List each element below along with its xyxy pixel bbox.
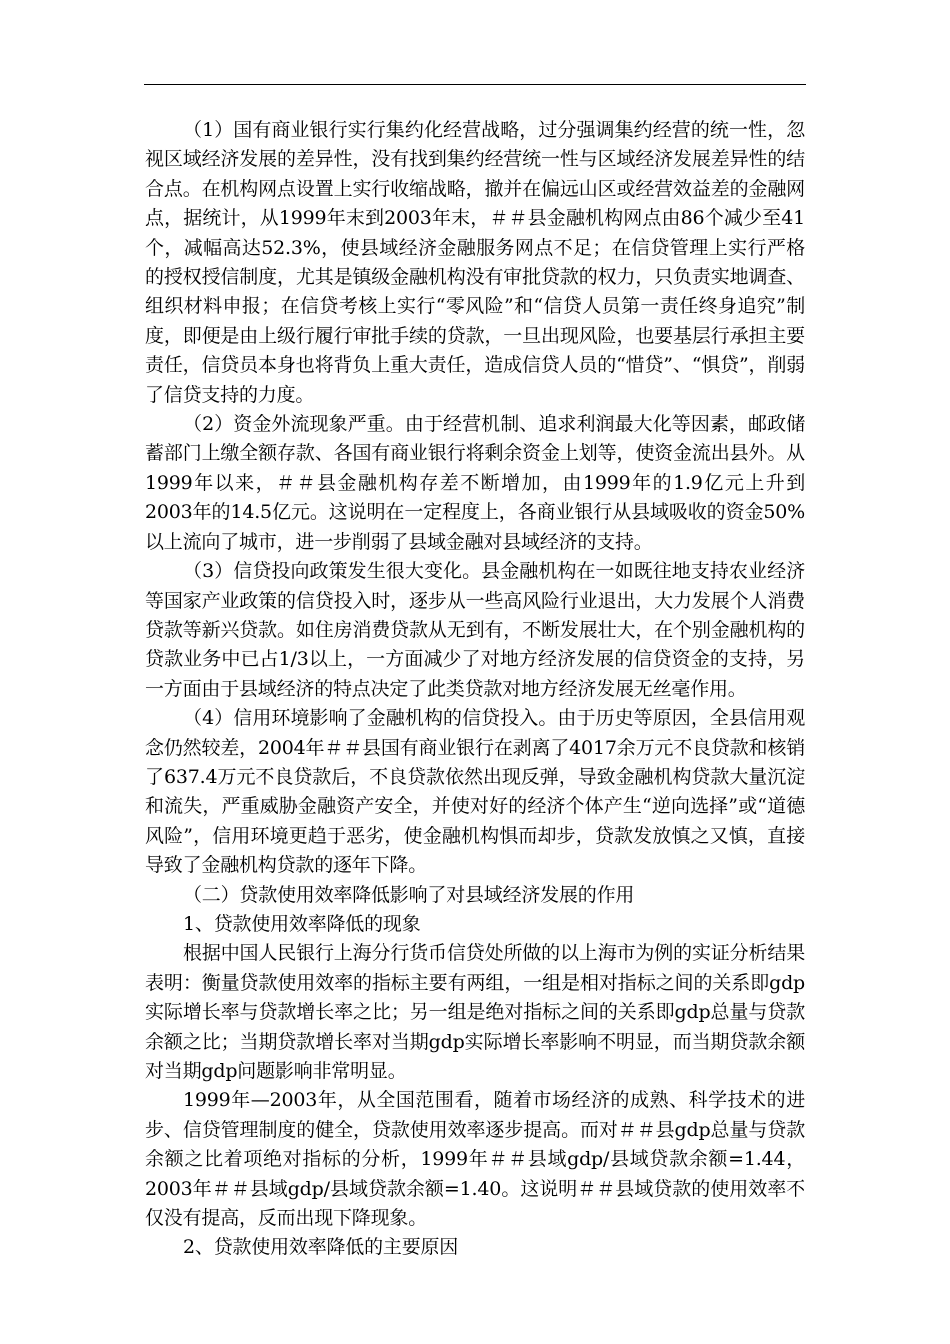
- header-rule: [144, 84, 806, 85]
- paragraph-5: 根据中国人民银行上海分行货币信贷处所做的以上海市为例的实证分析结果表明：衡量贷款使用效率的指标主要有两组，一组是相对指标之间的关系即gdp实际增长率与贷款增长率之比；另一组是绝对指标之间的关系即gdp总量与贷款余额之比；当期贷款增长率对当期gdp实际增长率影响不明显，而当期贷款余额对当期gdp问题影响非常明显。: [145, 942, 805, 1082]
- paragraph-6: 1999年—2003年，从全国范围看，随着市场经济的成熟、科学技术的进步、信贷管理制度的健全，贷款使用效率逐步提高。而对＃＃县gdp总量与贷款余额之比着项绝对指标的分析，1999年＃＃县域gdp/县域贷款余额=1.44，2003年＃＃县域gdp/县域贷款余额=1.40。这说明＃＃县域贷款的使用效率不仅没有提高，反而出现下降现象。: [145, 1089, 805, 1230]
- subheading-1: 1、贷款使用效率降低的现象: [183, 912, 421, 935]
- subheading-2: 2、贷款使用效率降低的主要原因: [183, 1236, 459, 1259]
- document-body: [145, 116, 805, 1263]
- paragraph-2: （2）资金外流现象严重。由于经营机制、追求利润最大化等因素，邮政储蓄部门上缴全额存款、各国有商业银行将剩余资金上划等，使资金流出县外。从1999年以来，＃＃县金融机构存差不断增加，由1999年的1.9亿元上升到2003年的14.5亿元。这说明在一定程度上，各商业银行从县域吸收的资金50%以上流向了城市，进一步削弱了县域金融对县域经济的支持。: [145, 413, 805, 553]
- paragraph-3: （3）信贷投向政策发生很大变化。县金融机构在一如既往地支持农业经济等国家产业政策的信贷投入时，逐步从一些高风险行业退出，大力发展个人消费贷款等新兴贷款。如住房消费贷款从无到有，不断发展壮大，在个别金融机构的贷款业务中已占1/3以上，一方面减少了对地方经济发展的信贷资金的支持，另一方面由于县域经济的特点决定了此类贷款对地方经济发展无丝毫作用。: [145, 560, 805, 700]
- paragraph-4: （4）信用环境影响了金融机构的信贷投入。由于历史等原因，全县信用观念仍然较差，2004年＃＃县国有商业银行在剥离了4017余万元不良贷款和核销了637.4万元不良贷款后，不良贷款依然出现反弹，导致金融机构贷款大量沉淀和流失，严重威胁金融资产安全，并使对好的经济个体产生“逆向选择”或“道德风险”，信用环境更趋于恶劣，使金融机构惧而却步，贷款发放慎之又慎，直接导致了金融机构贷款的逐年下降。: [145, 707, 805, 877]
- paragraph-1: （1）国有商业银行实行集约化经营战略，过分强调集约经营的统一性，忽视区域经济发展的差异性，没有找到集约经营统一性与区域经济发展差异性的结合点。在机构网点设置上实行收缩战略，撤并在偏远山区或经营效益差的金融网点，据统计，从1999年末到2003年末，＃＃县金融机构网点由86个减少至41个，减幅高达52.3%，使县域经济金融服务网点不足；在信贷管理上实行严格的授权授信制度，尤其是镇级金融机构没有审批贷款的权力，只负责实地调查、组织材料申报；在信贷考核上实行“零风险”和“信贷人员第一责任终身追究”制度，即便是由上级行履行审批手续的贷款，一旦出现风险，也要基层行承担主要责任，信贷员本身也将背负上重大责任，造成信贷人员的“惜贷”、“惧贷”，削弱了信贷支持的力度。: [145, 119, 805, 406]
- section-heading: （二）贷款使用效率降低影响了对县域经济发展的作用: [183, 883, 635, 906]
